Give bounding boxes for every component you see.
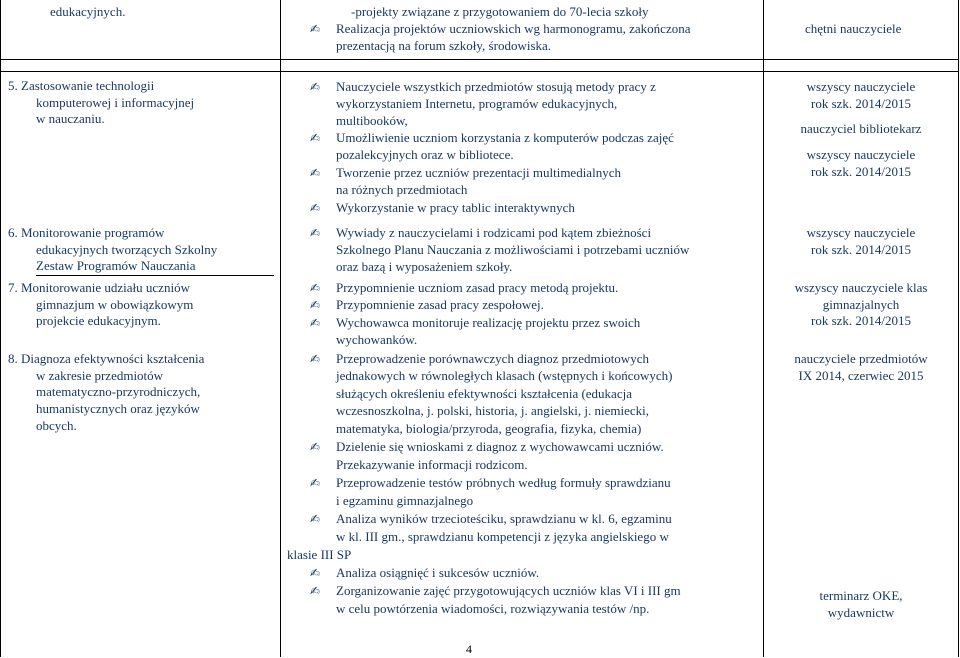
list-item-continuation: wychowanków. xyxy=(336,332,418,347)
list-item-continuation: matematyka, biologia/przyroda, geografia, fizyka, chemia) xyxy=(336,421,642,436)
top-col1-text: edukacyjnych. xyxy=(50,4,126,19)
list-item-continuation: pozalekcyjnych oraz w bibliotece. xyxy=(336,147,514,162)
list-item-continuation: Szkolnego Planu Nauczania z możliwościami i potrzebami uczniów xyxy=(336,242,690,257)
table-divider-1 xyxy=(280,0,281,657)
row7-responsible: wszyscy nauczyciele klas gimnazjalnych rok szk. 2014/2015 xyxy=(794,280,928,329)
bullet-icon: ✍ xyxy=(309,80,321,94)
list-item: ✍ Analiza wyników trzecioteściku, sprawdzianu w kl. 6, egzaminu xyxy=(309,511,672,526)
row8-responsible-extra: terminarz OKE, wydawnictw xyxy=(819,588,903,620)
bullet-icon: ✍ xyxy=(309,22,321,36)
row-divider-top xyxy=(0,59,959,60)
bullet-icon: ✍ xyxy=(309,440,321,454)
list-item: ✍ Nauczyciele wszystkich przedmiotów stosują metody pracy z xyxy=(309,79,656,94)
list-item-continuation: Przekazywanie informacji rodzicom. xyxy=(336,457,528,472)
bullet-icon: ✍ xyxy=(309,352,321,366)
list-item-continuation: jednakowych w równoległych klasach (wstępnych i końcowych) xyxy=(336,368,673,383)
bullet-icon: ✍ xyxy=(309,566,321,580)
list-item-continuation: wykorzystaniem Internetu, programów edukacyjnych, xyxy=(336,96,618,111)
bullet-icon: ✍ xyxy=(309,584,321,598)
list-item: ✍ Umożliwienie uczniom korzystania z komputerów podczas zajęć xyxy=(309,130,674,145)
list-item: ✍ Przypomnienie uczniom zasad pracy metodą projektu. xyxy=(309,280,619,295)
row6-underline xyxy=(36,275,274,276)
list-item: ✍ Tworzenie przez uczniów prezentacji multimedialnych xyxy=(309,165,621,180)
top-col3-text: chętni nauczyciele xyxy=(805,21,902,36)
list-item-continuation: w celu powtórzenia wiadomości, rozwiązywania testów /np. xyxy=(336,601,650,616)
list-item: ✍ Przeprowadzenie porównawczych diagnoz przedmiotowych xyxy=(309,351,649,366)
list-item: ✍ Przypomnienie zasad pracy zespołowej. xyxy=(309,297,544,312)
list-item-continuation: wczesnoszkolna, j. polski, historia, j. angielski, j. niemiecki, xyxy=(336,403,650,418)
bullet-icon: ✍ xyxy=(309,316,321,330)
list-item: ✍ Wywiady z nauczycielami i rodzicami pod kątem zbieżności xyxy=(309,225,652,240)
list-item: ✍ Wykorzystanie w pracy tablic interaktywnych xyxy=(309,200,575,215)
bullet-icon: ✍ xyxy=(309,201,321,215)
bullet-icon: ✍ xyxy=(309,281,321,295)
list-item: ✍ Przeprowadzenie testów próbnych według formuły sprawdzianu xyxy=(309,475,671,490)
list-item-continuation: służących określeniu efektywności kształcenia (edukacja xyxy=(336,386,632,401)
bullet-icon: ✍ xyxy=(309,512,321,526)
list-item-continuation: oraz bazą i wyposażeniem szkoły. xyxy=(336,259,513,274)
row7-title: 7. Monitorowanie udziału uczniów gimnazjum w obowiązkowym projekcie edukacyjnym. xyxy=(8,280,194,329)
row-divider-5 xyxy=(0,71,959,72)
table-border-left xyxy=(0,0,1,657)
bullet-icon: ✍ xyxy=(309,166,321,180)
bullet-icon: ✍ xyxy=(309,226,321,240)
bullet-icon: ✍ xyxy=(309,131,321,145)
row5-responsible: wszyscy nauczyciele rok szk. 2014/2015 nauczyciel bibliotekarz wszyscy nauczyciele rok szk. 2014/2015 xyxy=(800,79,922,179)
page-number: 4 xyxy=(466,642,472,656)
list-item: ✍ Dzielenie się wnioskami z diagnoz z wychowawcami uczniów. xyxy=(309,439,664,454)
bullet-icon: ✍ xyxy=(309,298,321,312)
list-item: ✍ Wychowawca monitoruje realizację projektu przez swoich xyxy=(309,315,641,330)
list-item-continuation: w kl. III gm., sprawdzianu kompetencji z języka angielskiego w xyxy=(336,529,669,544)
row8-title: 8. Diagnoza efektywności kształcenia w zakresie przedmiotów matematyczno-przyrodniczych, humanistycznych oraz języków obcych. xyxy=(8,351,205,433)
row6-title: 6. Monitorowanie programów edukacyjnych tworzących Szkolny Zestaw Programów Nauczania xyxy=(8,225,218,274)
list-item-continuation: i egzaminu gimnazjalnego xyxy=(336,493,474,508)
table-border-right xyxy=(958,0,959,657)
bullet-icon: ✍ xyxy=(309,476,321,490)
top-intro-text: -projekty związane z przygotowaniem do 70-lecia szkoły xyxy=(351,4,649,19)
list-item-continuation: prezentacją na forum szkoły, środowiska. xyxy=(336,38,552,53)
list-item: ✍ Analiza osiągnięć i sukcesów uczniów. xyxy=(309,565,540,580)
list-item-continuation: multibooków, xyxy=(336,113,408,128)
row8-responsible: nauczyciele przedmiotów IX 2014, czerwiec 2015 xyxy=(794,351,928,383)
row5-title: 5. Zastosowanie technologii komputerowej i informacyjnej w nauczaniu. xyxy=(8,78,195,127)
row6-responsible: wszyscy nauczyciele rok szk. 2014/2015 xyxy=(806,225,916,257)
list-item-continuation: klasie III SP xyxy=(287,547,352,562)
list-item: ✍ Zorganizowanie zajęć przygotowujących uczniów klas VI i III gm xyxy=(309,583,681,598)
list-item: ✍ Realizacja projektów uczniowskich wg harmonogramu, zakończona xyxy=(309,21,691,36)
list-item-continuation: na różnych przedmiotach xyxy=(336,182,468,197)
